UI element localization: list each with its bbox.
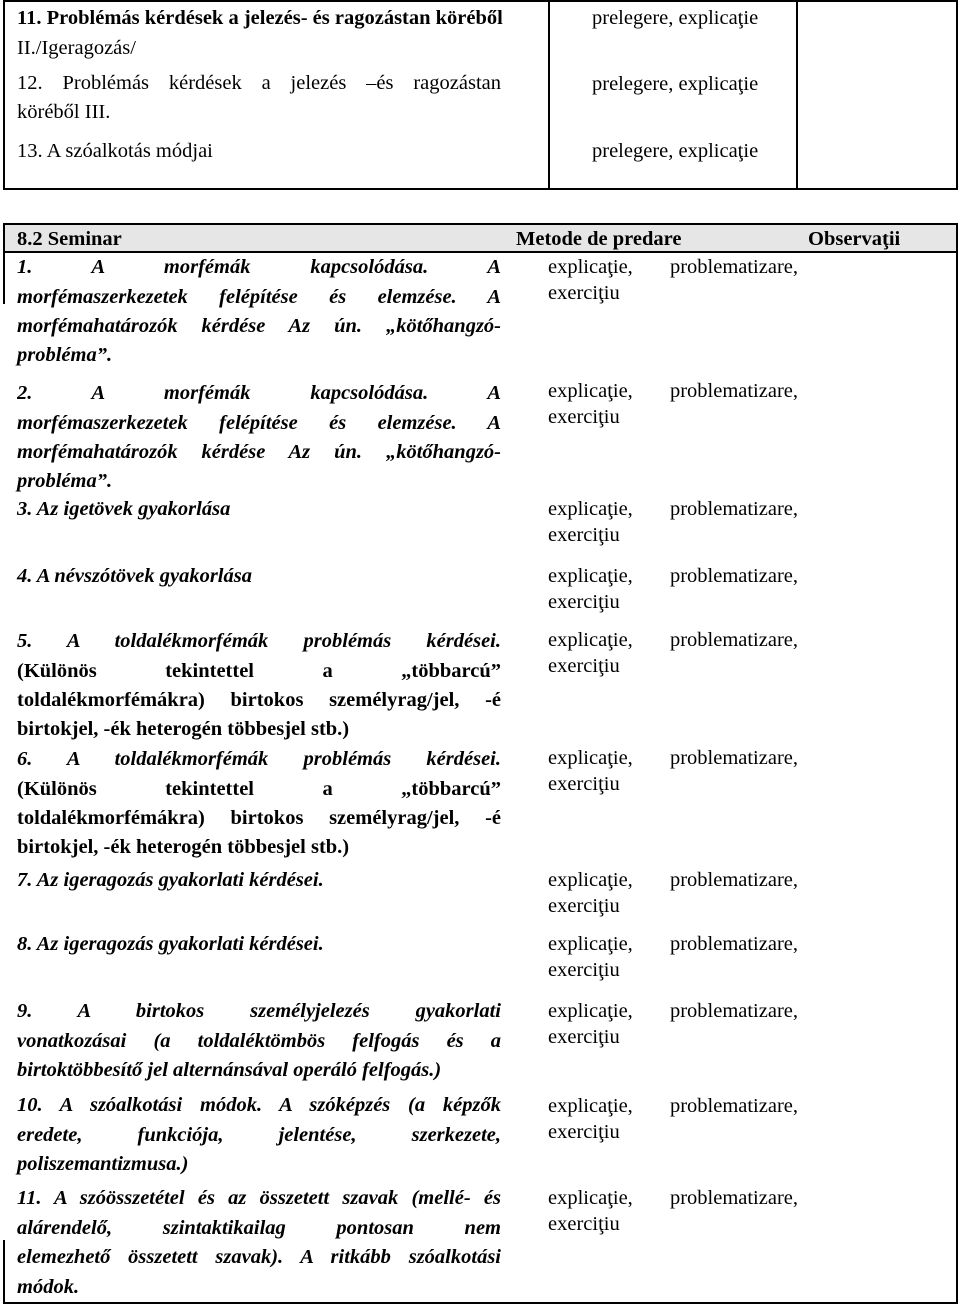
table-border — [548, 0, 550, 190]
method-line2: exerciţiu — [548, 1026, 620, 1048]
seminar-row-10-method — [548, 1093, 798, 1119]
seminar-row-11-line1: 11. A szóösszetétel és az összetett szavak (mellé- és — [17, 1187, 501, 1209]
table-border — [3, 251, 958, 253]
seminar-row-1-line1: 1. A morfémák kapcsolódása. A — [17, 256, 501, 278]
method-line2: exerciţiu — [548, 959, 620, 981]
seminar-row-1-line3: morfémahatározók kérdése Az ún. „kötőhangzó- — [17, 315, 501, 337]
method-line1: explicaţie, problematizare, — [548, 380, 798, 402]
seminar-row-9-line1: 9. A birtokos személyjelezés gyakorlati — [17, 1000, 501, 1022]
seminar-header-title: 8.2 Seminar — [17, 228, 122, 250]
method-line1: explicaţie, problematizare, — [548, 933, 798, 955]
method-line1: explicaţie, problematizare, — [548, 629, 798, 651]
method-line2: exerciţiu — [548, 282, 620, 304]
seminar-row-6-line2: (Különös tekintettel a „többarcú” — [17, 777, 501, 800]
table-border — [3, 188, 958, 190]
seminar-row-11-line4: módok. — [17, 1276, 80, 1298]
seminar-row-9-line2: vonatkozásai (a toldaléktömbös felfogás és a — [17, 1029, 501, 1052]
seminar-row-11-method — [548, 1185, 798, 1211]
seminar-row-1-line4: probléma”. — [17, 344, 113, 366]
table-border — [796, 0, 798, 190]
method-line1: explicaţie, problematizare, — [548, 565, 798, 587]
method-line2: exerciţiu — [548, 406, 620, 428]
lecture-11-line1: 11. Problémás kérdések a jelezés- és ragozástan köréből — [17, 7, 503, 29]
lecture-method: prelegere, explicaţie — [592, 73, 759, 95]
seminar-row-9-topic — [17, 996, 501, 1055]
seminar-row-1-line2: morfémaszerkezetek felépítése és elemzése. A — [17, 285, 501, 308]
seminar-row-5-line2: (Különös tekintettel a „többarcú” — [17, 659, 501, 682]
seminar-row-8-topic: 8. Az igeragozás gyakorlati kérdései. — [17, 933, 324, 955]
table-border — [956, 0, 958, 190]
method-line2: exerciţiu — [548, 591, 620, 613]
lecture-method: prelegere, explicaţie — [592, 7, 759, 29]
lecture-12-line1: 12. Problémás kérdések a jelezés –és ragozástan — [17, 72, 501, 94]
seminar-row-2-method — [548, 378, 798, 404]
seminar-row-2-line3: morfémahatározók kérdése Az ún. „kötőhangzó- — [17, 441, 501, 463]
seminar-row-11-topic — [17, 1183, 501, 1272]
seminar-row-4-method — [548, 563, 798, 589]
lecture-topic — [17, 69, 501, 99]
method-line2: exerciţiu — [548, 773, 620, 795]
method-line1: explicaţie, problematizare, — [548, 1187, 798, 1209]
method-line1: explicaţie, problematizare, — [548, 1000, 798, 1022]
method-line2: exerciţiu — [548, 1213, 620, 1235]
table-border — [3, 223, 958, 225]
table-border — [3, 223, 5, 304]
table-border — [956, 223, 958, 1304]
table-border — [3, 0, 5, 190]
seminar-row-6-topic — [17, 744, 501, 833]
seminar-header-observations: Observaţii — [808, 228, 901, 250]
seminar-row-5-topic — [17, 626, 501, 715]
lecture-12-line2: köréből III. — [17, 101, 111, 123]
seminar-row-1-method — [548, 254, 798, 280]
lecture-11-line2: II./Igeragozás/ — [17, 37, 136, 59]
method-line1: explicaţie, problematizare, — [548, 747, 798, 769]
seminar-row-11-line2: alárendelő, szintaktikailag pontosan nem — [17, 1216, 501, 1239]
method-line2: exerciţiu — [548, 655, 620, 677]
seminar-row-10-line2: eredete, funkciója, jelentése, szerkezete, — [17, 1123, 501, 1146]
lecture-topic: 13. A szóalkotás módjai — [17, 140, 213, 162]
method-line2: exerciţiu — [548, 524, 620, 546]
seminar-row-7-method — [548, 867, 798, 893]
seminar-row-6-line3: toldalékmorfémákra) birtokos személyrag/jel, -é — [17, 807, 501, 829]
seminar-row-10-topic — [17, 1090, 501, 1149]
lecture-method: prelegere, explicaţie — [592, 140, 759, 162]
seminar-row-5-line3: toldalékmorfémákra) birtokos személyrag/jel, -é — [17, 689, 501, 711]
seminar-row-2-topic — [17, 378, 501, 467]
table-border — [3, 1240, 5, 1304]
seminar-row-5-line1: 5. A toldalékmorfémák problémás kérdései. — [17, 630, 501, 652]
seminar-row-9-method — [548, 998, 798, 1024]
seminar-row-1-topic — [17, 252, 501, 341]
lecture-topic — [17, 3, 503, 63]
seminar-row-6-line4: birtokjel, -ék heterogén többesjel stb.) — [17, 836, 350, 858]
seminar-row-10-line1: 10. A szóalkotási módok. A szóképzés (a képzők — [17, 1094, 501, 1116]
seminar-row-3-topic: 3. Az igetövek gyakorlása — [17, 498, 231, 520]
method-line1: explicaţie, problematizare, — [548, 869, 798, 891]
seminar-row-9-line3: birtoktöbbesítő jel alternánsával operáló felfogás.) — [17, 1059, 442, 1081]
table-border — [3, 1302, 958, 1304]
method-line2: exerciţiu — [548, 895, 620, 917]
method-line1: explicaţie, problematizare, — [548, 498, 798, 520]
seminar-header-methods: Metode de predare — [516, 228, 682, 250]
seminar-row-5-line4: birtokjel, -ék heterogén többesjel stb.) — [17, 718, 350, 740]
seminar-row-2-line4: probléma”. — [17, 470, 113, 492]
seminar-row-2-line2: morfémaszerkezetek felépítése és elemzése. A — [17, 411, 501, 434]
seminar-row-2-line1: 2. A morfémák kapcsolódása. A — [17, 382, 501, 404]
method-line1: explicaţie, problematizare, — [548, 256, 798, 278]
seminar-row-10-line3: poliszemantizmusa.) — [17, 1153, 189, 1175]
seminar-row-6-method — [548, 745, 798, 771]
seminar-row-5-method — [548, 627, 798, 653]
seminar-row-7-topic: 7. Az igeragozás gyakorlati kérdései. — [17, 869, 324, 891]
seminar-row-3-method — [548, 496, 798, 522]
method-line2: exerciţiu — [548, 1121, 620, 1143]
seminar-row-4-topic: 4. A névszótövek gyakorlása — [17, 565, 252, 587]
seminar-row-6-line1: 6. A toldalékmorfémák problémás kérdései. — [17, 748, 501, 770]
seminar-row-11-line3: elemezhető összetett szavak). A ritkább szóalkotási — [17, 1246, 501, 1268]
method-line1: explicaţie, problematizare, — [548, 1095, 798, 1117]
seminar-row-8-method — [548, 931, 798, 957]
table-border — [3, 0, 958, 2]
